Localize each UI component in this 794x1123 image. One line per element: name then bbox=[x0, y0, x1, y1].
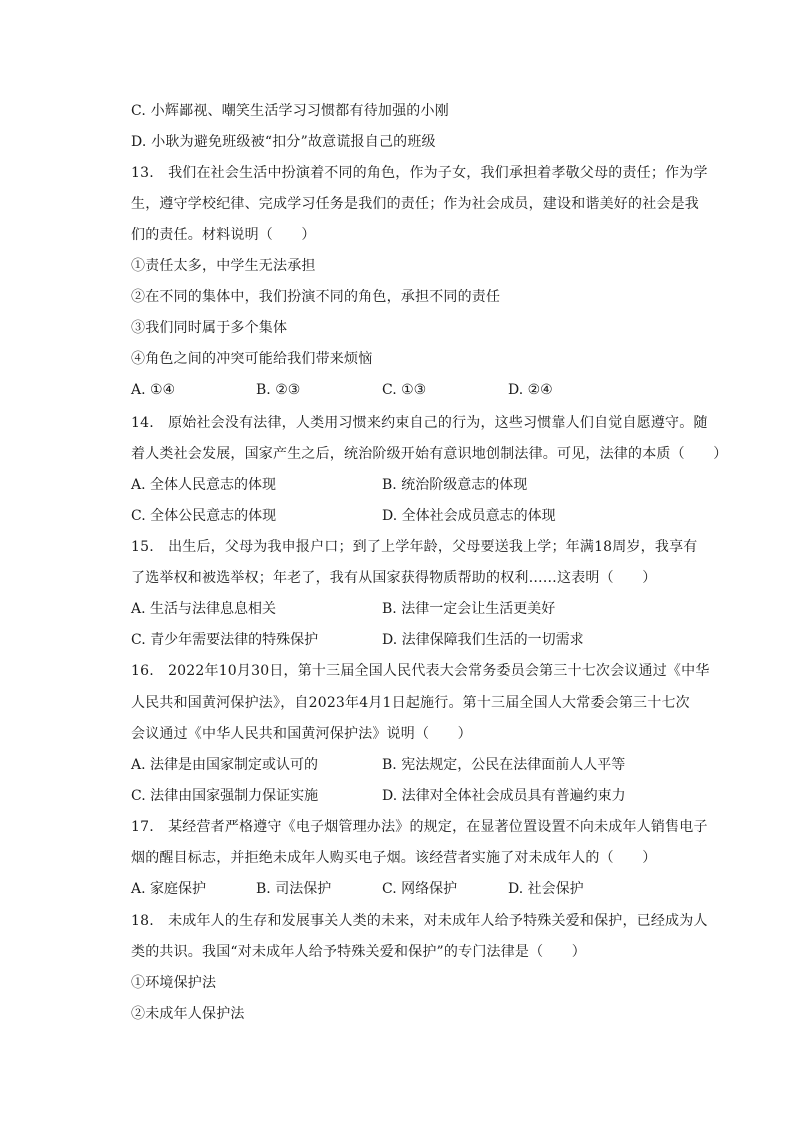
q12-option-d: D. 小耿为避免班级被“扣分”故意谎报自己的班级 bbox=[131, 134, 436, 150]
q17-option-d: D. 社会保护 bbox=[508, 881, 584, 897]
q13-stem-line-1: 13. 我们在社会生活中扮演着不同的角色，作为子女，我们承担着孝敬父母的责任；作为学 bbox=[131, 165, 708, 181]
q16-stem-line-3: 会议通过《中华人民共和国黄河保护法》说明（ ） bbox=[131, 726, 472, 742]
q15-option-d: D. 法律保障我们生活的一切需求 bbox=[382, 632, 584, 648]
q17-option-c: C. 网络保护 bbox=[382, 881, 458, 897]
q13-option-c: C. ①③ bbox=[382, 382, 427, 398]
q13-option-b: B. ②③ bbox=[256, 382, 301, 398]
q15-stem-line-1: 15. 出生后，父母为我申报户口；到了上学年龄，父母要送我上学；年满18周岁，我享有 bbox=[131, 539, 698, 555]
q13-stem-line-2: 生，遵守学校纪律、完成学习任务是我们的责任；作为社会成员，建设和谐美好的社会是我 bbox=[131, 196, 699, 212]
q17-option-b: B. 司法保护 bbox=[256, 881, 332, 897]
q12-option-c: C. 小辉鄙视、嘲笑生活学习习惯都有待加强的小刚 bbox=[131, 103, 449, 119]
q15-option-b: B. 法律一定会让生活更美好 bbox=[382, 601, 556, 617]
q14-stem-line-1: 14. 原始社会没有法律，人类用习惯来约束自己的行为，这些习惯靠人们自觉自愿遵守。随 bbox=[131, 415, 708, 431]
q16-stem-line-1: 16. 2022年10月30日，第十三届全国人民代表大会常务委员会第三十七次会议通过《中华 bbox=[131, 663, 710, 679]
q13-item-1: ①责任太多，中学生无法承担 bbox=[131, 258, 316, 274]
q18-item-1: ①环境保护法 bbox=[131, 975, 217, 991]
q18-stem-line-1: 18. 未成年人的生存和发展事关人类的未来，对未成年人给予特殊关爱和保护，已经成为人 bbox=[131, 913, 708, 929]
q18-stem-line-2: 类的共识。我国“对未成年人给予特殊关爱和保护”的专门法律是（ ） bbox=[131, 944, 586, 960]
q14-stem-line-2: 着人类社会发展，国家产生之后，统治阶级开始有意识地创制法律。可见，法律的本质（ ） bbox=[131, 446, 728, 462]
q17-option-a: A. 家庭保护 bbox=[131, 881, 207, 897]
q14-option-b: B. 统治阶级意志的体现 bbox=[382, 477, 528, 493]
q13-item-3: ③我们同时属于多个集体 bbox=[131, 320, 288, 336]
q13-item-2: ②在不同的集体中，我们扮演不同的角色，承担不同的责任 bbox=[131, 289, 501, 305]
q16-option-c: C. 法律由国家强制力保证实施 bbox=[131, 788, 319, 804]
q14-option-a: A. 全体人民意志的体现 bbox=[131, 477, 277, 493]
q14-option-c: C. 全体公民意志的体现 bbox=[131, 508, 277, 524]
q17-stem-line-1: 17. 某经营者严格遵守《电子烟管理办法》的规定，在显著位置设置不向未成年人销售电子 bbox=[131, 819, 708, 835]
q18-item-2: ②未成年人保护法 bbox=[131, 1006, 245, 1022]
q17-stem-line-2: 烟的醒目标志，并拒绝未成年人购买电子烟。该经营者实施了对未成年人的（ ） bbox=[131, 850, 657, 866]
q16-option-a: A. 法律是由国家制定或认可的 bbox=[131, 757, 319, 773]
q13-option-a: A. ①④ bbox=[131, 382, 176, 398]
q13-item-4: ④角色之间的冲突可能给我们带来烦恼 bbox=[131, 351, 373, 367]
q16-option-d: D. 法律对全体社会成员具有普遍约束力 bbox=[382, 788, 626, 804]
q15-option-a: A. 生活与法律息息相关 bbox=[131, 601, 277, 617]
q15-option-c: C. 青少年需要法律的特殊保护 bbox=[131, 632, 319, 648]
q16-option-b: B. 宪法规定，公民在法律面前人人平等 bbox=[382, 757, 626, 773]
q15-stem-line-2: 了选举权和被选举权；年老了，我有从国家获得物质帮助的权利……这表明（ ） bbox=[131, 570, 657, 586]
q16-stem-line-2: 人民共和国黄河保护法》，自2023年4月1日起施行。第十三届全国人大常委会第三十七次 bbox=[131, 695, 690, 711]
q13-stem-line-3: 们的责任。材料说明（ ） bbox=[131, 227, 316, 243]
q13-option-d: D. ②④ bbox=[508, 382, 553, 398]
q14-option-d: D. 全体社会成员意志的体现 bbox=[382, 508, 556, 524]
